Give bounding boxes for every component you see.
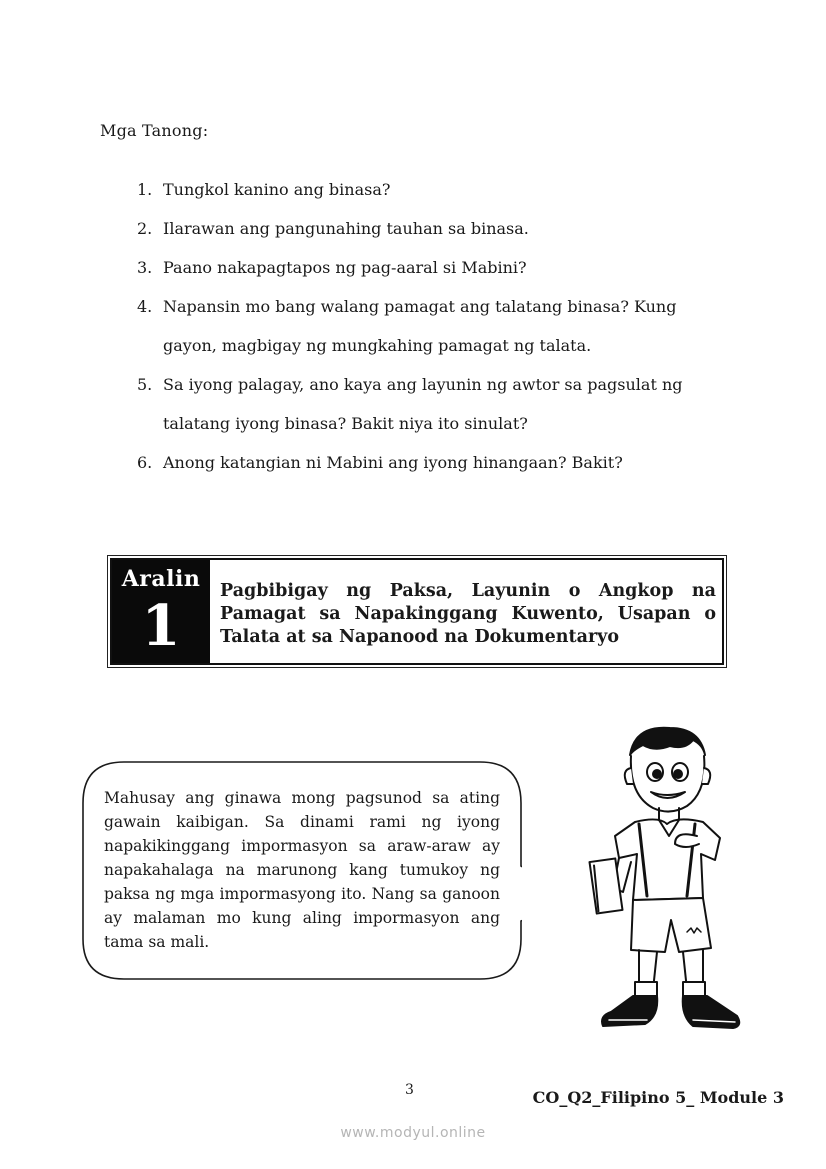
question-number: 4. (137, 297, 153, 316)
lesson-header-box (107, 555, 727, 668)
question-text-continued: talatang iyong binasa? Bakit niya ito sinulat? (163, 414, 528, 433)
question-number: 3. (137, 258, 153, 277)
question-item (137, 365, 737, 443)
questions-heading: Mga Tanong: (100, 121, 209, 140)
speech-bubble-text: Mahusay ang ginawa mong pagsunod sa ating gawain kaibigan. Sa dinami rami ng iyong napakikinggang impormasyon sa araw-araw ay napakahalaga na marunong kang tumukoy ng paksa ng mga impormasyong ito. Nang sa ganoon ay malaman mo kung aling impormasyon ang tama sa mali. (104, 789, 500, 951)
question-number: 5. (137, 375, 153, 394)
question-text: Anong katangian ni Mabini ang iyong hinangaan? Bakit? (163, 453, 623, 472)
questions-list (137, 170, 737, 482)
question-text: Sa iyong palagay, ano kaya ang layunin ng awtor sa pagsulat ng (163, 375, 683, 394)
question-number: 6. (137, 453, 153, 472)
question-text: Tungkol kanino ang binasa? (163, 180, 391, 199)
question-number: 2. (137, 219, 153, 238)
watermark: www.modyul.online (340, 1125, 486, 1141)
question-item (137, 443, 737, 482)
module-code: CO_Q2_Filipino 5_ Module 3 (532, 1088, 784, 1107)
question-number: 1. (137, 180, 153, 199)
lesson-label: Aralin (121, 566, 201, 592)
question-text-continued: gayon, magbigay ng mungkahing pamagat ng talata. (163, 336, 592, 355)
lesson-label-block (112, 560, 210, 663)
question-text: Ilarawan ang pangunahing tauhan sa binasa. (163, 219, 529, 238)
student-boy-illustration (575, 720, 765, 1050)
question-text: Napansin mo bang walang pamagat ang talatang binasa? Kung (163, 297, 677, 316)
question-item (137, 209, 737, 248)
page-number: 3 (405, 1082, 414, 1098)
lesson-header-frame (110, 558, 724, 665)
question-item (137, 170, 737, 209)
question-item (137, 287, 737, 365)
question-item (137, 248, 737, 287)
lesson-number: 1 (141, 593, 181, 659)
question-text: Paano nakapagtapos ng pag-aaral si Mabini? (163, 258, 527, 277)
lesson-title: Pagbibigay ng Paksa, Layunin o Angkop na Pamagat sa Napakinggang Kuwento, Usapan o Talata at sa Napanood na Dokumentaryo (220, 581, 716, 647)
